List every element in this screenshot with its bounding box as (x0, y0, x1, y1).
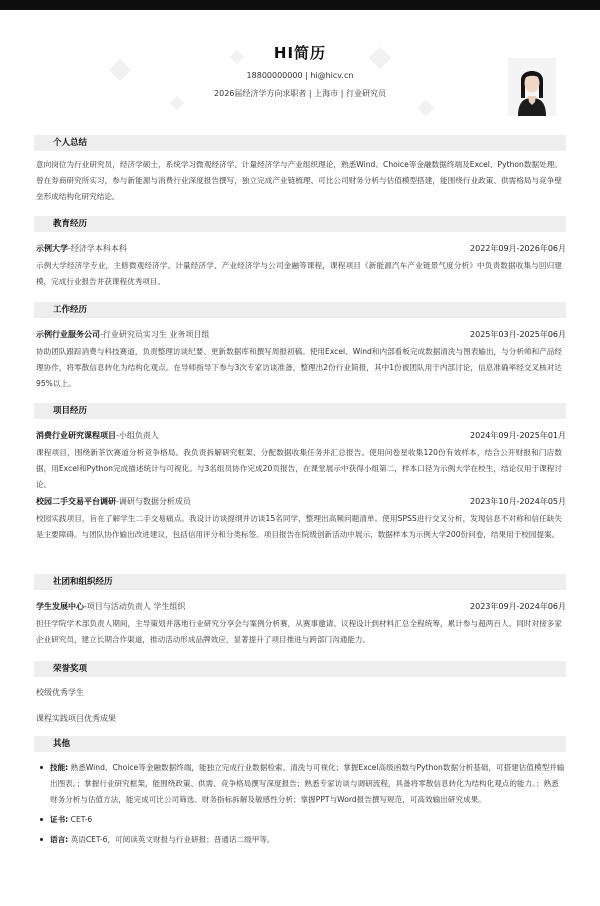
avatar (508, 58, 556, 116)
other-item-certificates (34, 812, 566, 828)
other-item-text: 熟悉Wind、Choice等金融数据终端，能独立完成行业数据检索、清洗与可视化；掌握Excel高级函数与Python数据分析基础，可搭建估值模型并输出图表。；掌握行业研究框架，能围绕政策、供需、竞争格局撰写深度报告；熟悉专家访谈与调研流程，具备将零散信息转化为结构化观点的能力。；熟悉财务分析与估值方法，能完成可比公司筛选、财务指标拆解及敏感性分析；掌握PPT与Word报告撰写规范，可高效输出研究成果。 (50, 763, 565, 804)
entry-date: 2025年03月-2025年06月 (470, 330, 566, 339)
other-item-skills (34, 760, 566, 808)
entry-text: 担任学院学术部负责人期间，主导策划并落地行业研究分享会与案例分析赛，从赛事邀请、议程设计到材料汇总全程统筹，累计参与超两百人。同时对接多家企业研究员，建立长期合作渠道，推动活动形成品牌效应，显著提升了项目推进与跨部门沟通能力。 (36, 619, 562, 644)
section-title: 教育经历 (34, 216, 566, 232)
entry-role: -小组负责人 (116, 431, 159, 440)
top-bar (0, 0, 600, 10)
other-item-languages (34, 832, 566, 848)
section-title: 其他 (34, 736, 566, 752)
section-education (34, 216, 566, 290)
section-summary (34, 135, 566, 205)
other-item-label: 证书: (50, 815, 69, 824)
entry-org: 学生发展中心 (36, 602, 84, 611)
section-title: 个人总结 (34, 135, 566, 151)
section-title: 社团和组织经历 (34, 574, 566, 590)
other-item-label: 技能: (50, 763, 69, 772)
award-item: 校级优秀学生 (36, 688, 84, 697)
section-title: 荣誉奖项 (34, 661, 566, 677)
entry-date: 2024年09月-2025年01月 (470, 431, 566, 440)
section-awards (34, 661, 566, 727)
entry-org: 示例行业服务公司 (36, 330, 100, 339)
section-work (34, 302, 566, 392)
job-intent: 2026届经济学方向求职者 | 上海市 | 行业研究员 (214, 89, 386, 98)
avatar-photo-icon (508, 58, 556, 116)
resume-name: HI简历 (273, 44, 327, 62)
entry-header (34, 427, 566, 445)
entry-role: -行业研究员实习生 业务项目组 (100, 330, 210, 339)
entry-text: 示例大学经济学专业，主修微观经济学、计量经济学、产业经济学与公司金融等课程，课程项目《新能源汽车产业链景气度分析》中负责数据收集与回归建模，完成行业报告并获课程优秀项目。 (36, 261, 562, 286)
entry-role: -调研与数据分析成员 (116, 497, 191, 506)
section-clubs (34, 574, 566, 648)
section-projects (34, 403, 566, 543)
contact-info: 18800000000 | hi@hicv.cn (246, 71, 354, 80)
other-item-text: CET-6 (68, 815, 93, 824)
other-item-text: 英语CET-6，可阅读英文财报与行业研报；普通话二级甲等。 (68, 835, 275, 844)
entry-header (34, 493, 566, 511)
resume-header (0, 10, 600, 120)
entry-role: -项目与活动负责人 学生组织 (84, 602, 186, 611)
entry-role: -经济学本科本科 (68, 244, 127, 253)
section-title: 工作经历 (34, 302, 566, 318)
entry-org: 校园二手交易平台调研 (36, 497, 116, 506)
entry-text: 校园实践项目，旨在了解学生二手交易痛点。我设计访谈提纲并访谈15名同学，整理出高频问题清单。使用SPSS进行交叉分析，发现信息不对称和信任缺失是主要障碍。与团队协作输出改进建议，包括信用评分和分类标签。项目报告在院级创新活动中展示，数据样本为示例大学200份问卷，结果用于校园提案。 (36, 514, 562, 539)
award-item: 课程实践项目优秀成果 (36, 714, 116, 723)
entry-date: 2023年10月-2024年05月 (470, 497, 566, 506)
entry-org: 消费行业研究课程项目 (36, 431, 116, 440)
entry-date: 2022年09月-2026年06月 (470, 244, 566, 253)
section-title: 项目经历 (34, 403, 566, 419)
decor-diamond (418, 100, 435, 117)
entry-text: 协助团队跟踪消费与科技赛道，负责整理访谈纪要、更新数据库和撰写周报初稿。使用Excel、Wind和内部看板完成数据清洗与图表输出，与分析师和产品经理协作，将零散信息转化为结构化观点。在导师指导下参与3次专家访谈准备，整理出2份行业简报，其中1份被团队用于内部讨论，信息准确率经交叉核对达95%以上。 (36, 347, 562, 388)
summary-text: 意向岗位为行业研究员，经济学硕士，系统学习微观经济学、计量经济学与产业组织理论，熟悉Wind、Choice等金融数据终端及Excel、Python数据处理。曾在券商研究所实习，参与新能源与消费行业深度报告撰写，独立完成产业链梳理、可比公司财务分析与估值模型搭建，能围绕行业政策、供需格局与竞争壁垒形成结构化研究结论。 (36, 160, 562, 201)
section-others (34, 736, 566, 848)
entry-org: 示例大学 (36, 244, 68, 253)
entry-date: 2023年09月-2024年06月 (470, 602, 566, 611)
entry-header (34, 326, 566, 344)
other-item-label: 语言: (50, 835, 69, 844)
entry-header (34, 598, 566, 616)
entry-text: 课程项目，围绕新茶饮赛道分析竞争格局。我负责拆解研究框架、分配数据收集任务并汇总报告。使用问卷星收集120份有效样本，结合公开财报和门店数据，用Excel和Python完成描述统计与可视化。与3名组员协作完成20页报告，在课堂展示中获得小组第二，样本口径为示例大学在校生，结论仅用于课程讨论。 (36, 448, 562, 489)
entry-header (34, 240, 566, 258)
